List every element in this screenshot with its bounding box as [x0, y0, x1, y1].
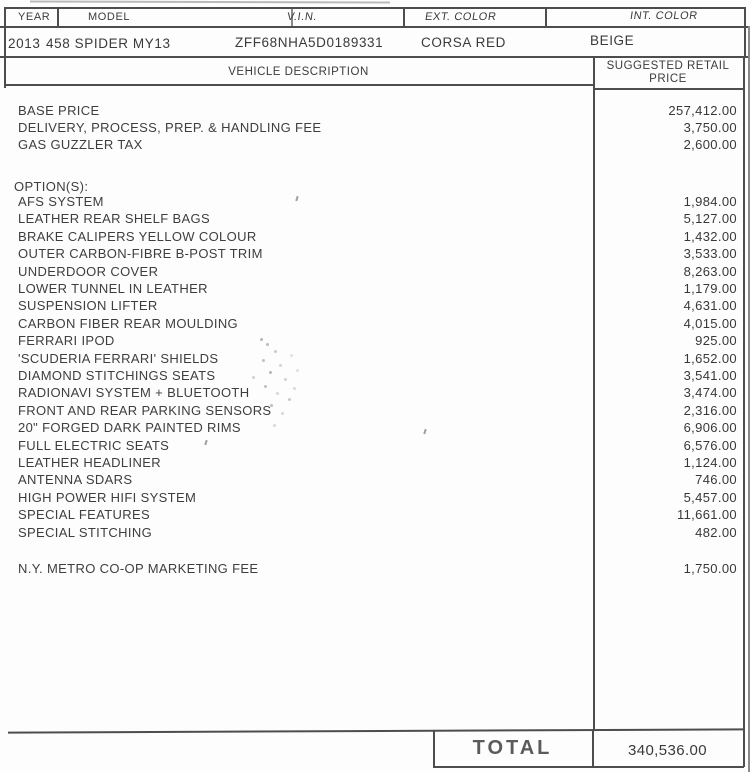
vehicle-vin: ZFF68NHA5D0189331 [235, 35, 384, 50]
line-item [18, 211, 737, 228]
price-header-underline [593, 88, 743, 90]
line-item-label: 20" FORGED DARK PAINTED RIMS [18, 420, 241, 435]
line-item [18, 507, 737, 524]
line-item-price: 4,015.00 [683, 316, 737, 331]
price-column-right-border [743, 57, 745, 767]
total-box-bottom-border [433, 766, 744, 768]
table-border-right [744, 7, 746, 57]
table-border-header-bottom [0, 26, 748, 28]
vehicle-model: 458 SPIDER MY13 [46, 36, 171, 51]
line-item [18, 120, 737, 137]
line-item-label: BRAKE CALIPERS YELLOW COLOUR [18, 229, 257, 244]
column-header-year: YEAR [18, 11, 51, 23]
line-item-price: 5,127.00 [683, 211, 737, 226]
line-item-price: 3,750.00 [683, 120, 737, 135]
total-label: TOTAL [472, 737, 553, 759]
line-item [18, 351, 737, 368]
line-item-price: 8,263.00 [683, 264, 737, 279]
vehicle-year: 2013 [8, 36, 41, 51]
table-border-vehicle-row-bottom [0, 56, 748, 58]
line-item [18, 525, 737, 542]
line-item [18, 472, 737, 489]
line-item-price: 1,432.00 [683, 229, 737, 244]
suggested-retail-line1: SUGGESTED RETAIL [606, 60, 730, 72]
total-amount: 340,536.00 [627, 742, 708, 759]
line-item-label: SPECIAL FEATURES [18, 507, 151, 522]
table-divider-ext-int [545, 9, 547, 26]
line-item [18, 194, 737, 211]
suggested-retail-price-header [593, 60, 743, 85]
suggested-retail-line2: PRICE [649, 72, 687, 85]
line-item-price: 1,652.00 [683, 351, 737, 366]
line-item [18, 264, 737, 281]
line-item-label: LOWER TUNNEL IN LEATHER [18, 281, 208, 296]
line-item [18, 385, 737, 402]
line-item-price: 2,316.00 [683, 403, 737, 418]
line-item-price: 3,533.00 [683, 246, 737, 261]
line-item-label: HIGH POWER HIFI SYSTEM [18, 490, 197, 505]
line-item-price: 3,541.00 [683, 368, 737, 383]
line-item-price: 257,412.00 [668, 103, 737, 118]
line-item-label: N.Y. METRO CO-OP MARKETING FEE [18, 561, 259, 576]
total-section-top-border [8, 728, 744, 733]
line-item-label: GAS GUZZLER TAX [18, 137, 143, 152]
line-item-price: 1,179.00 [683, 281, 737, 296]
line-item-price: 1,124.00 [683, 455, 737, 470]
table-border-top [4, 7, 746, 9]
table-divider-year-model [57, 8, 59, 26]
vehicle-description-header: VEHICLE DESCRIPTION [228, 66, 369, 78]
line-item-label: BASE PRICE [18, 103, 100, 118]
line-item-label: SPECIAL STITCHING [18, 525, 153, 540]
vehicle-int-color: BEIGE [590, 33, 635, 48]
line-item-price: 925.00 [695, 333, 737, 348]
line-item [18, 103, 737, 120]
line-item-price: 6,576.00 [683, 438, 737, 453]
line-item [18, 316, 737, 333]
line-item-label: DIAMOND STITCHINGS SEATS [18, 368, 216, 383]
line-item-label: DELIVERY, PROCESS, PREP. & HANDLING FEE [18, 120, 322, 135]
line-item-label: CARBON FIBER REAR MOULDING [18, 316, 239, 331]
line-item-label: ANTENNA SDARS [18, 472, 133, 487]
line-item [18, 455, 737, 472]
column-header-model: MODEL [88, 11, 131, 23]
description-header-underline [4, 84, 593, 86]
line-item-price: 1,750.00 [683, 561, 737, 576]
line-item-label: 'SCUDERIA FERRARI' SHIELDS [18, 351, 219, 366]
line-item-label: LEATHER HEADLINER [18, 455, 161, 470]
line-item-label: AFS SYSTEM [18, 194, 104, 209]
column-header-vin: V.I.N. [286, 11, 318, 23]
options-section-heading: OPTION(S): [14, 179, 89, 194]
line-item [18, 246, 737, 263]
vehicle-ext-color: CORSA RED [421, 35, 506, 50]
line-item [18, 281, 737, 298]
line-item [18, 561, 737, 578]
line-item [18, 229, 737, 246]
line-item-label: FERRARI IPOD [18, 333, 115, 348]
scan-artifact-top-edge [30, 1, 390, 3]
line-item-price: 4,631.00 [683, 298, 737, 313]
line-item [18, 420, 737, 437]
scan-artifact-page-edge [748, 26, 750, 772]
line-item [18, 333, 737, 350]
line-item-price: 1,984.00 [683, 194, 737, 209]
line-item [18, 438, 737, 455]
line-item-label: SUSPENSION LIFTER [18, 298, 158, 313]
line-item-price: 6,906.00 [683, 420, 737, 435]
line-item-label: OUTER CARBON-FIBRE B-POST TRIM [18, 246, 263, 261]
line-item [18, 368, 737, 385]
column-header-int-color: INT. COLOR [629, 10, 699, 22]
column-header-ext-color: EXT. COLOR [424, 11, 498, 23]
line-item-price: 482.00 [695, 525, 737, 540]
line-item-label: FULL ELECTRIC SEATS [18, 438, 170, 453]
line-item-label: RADIONAVI SYSTEM + BLUETOOTH [18, 385, 250, 400]
line-item-label: FRONT AND REAR PARKING SENSORS [18, 403, 272, 418]
line-item-price: 3,474.00 [683, 385, 737, 400]
line-item-price: 2,600.00 [683, 137, 737, 152]
line-item [18, 137, 737, 154]
line-item-price: 746.00 [695, 472, 737, 487]
line-item-price: 5,457.00 [683, 490, 737, 505]
line-item-label: UNDERDOOR COVER [18, 264, 159, 279]
line-item [18, 490, 737, 507]
line-item [18, 298, 737, 315]
line-item-label: LEATHER REAR SHELF BAGS [18, 211, 211, 226]
line-item [18, 403, 737, 420]
table-divider-vin-ext [403, 9, 405, 26]
line-item-price: 11,661.00 [676, 507, 737, 522]
